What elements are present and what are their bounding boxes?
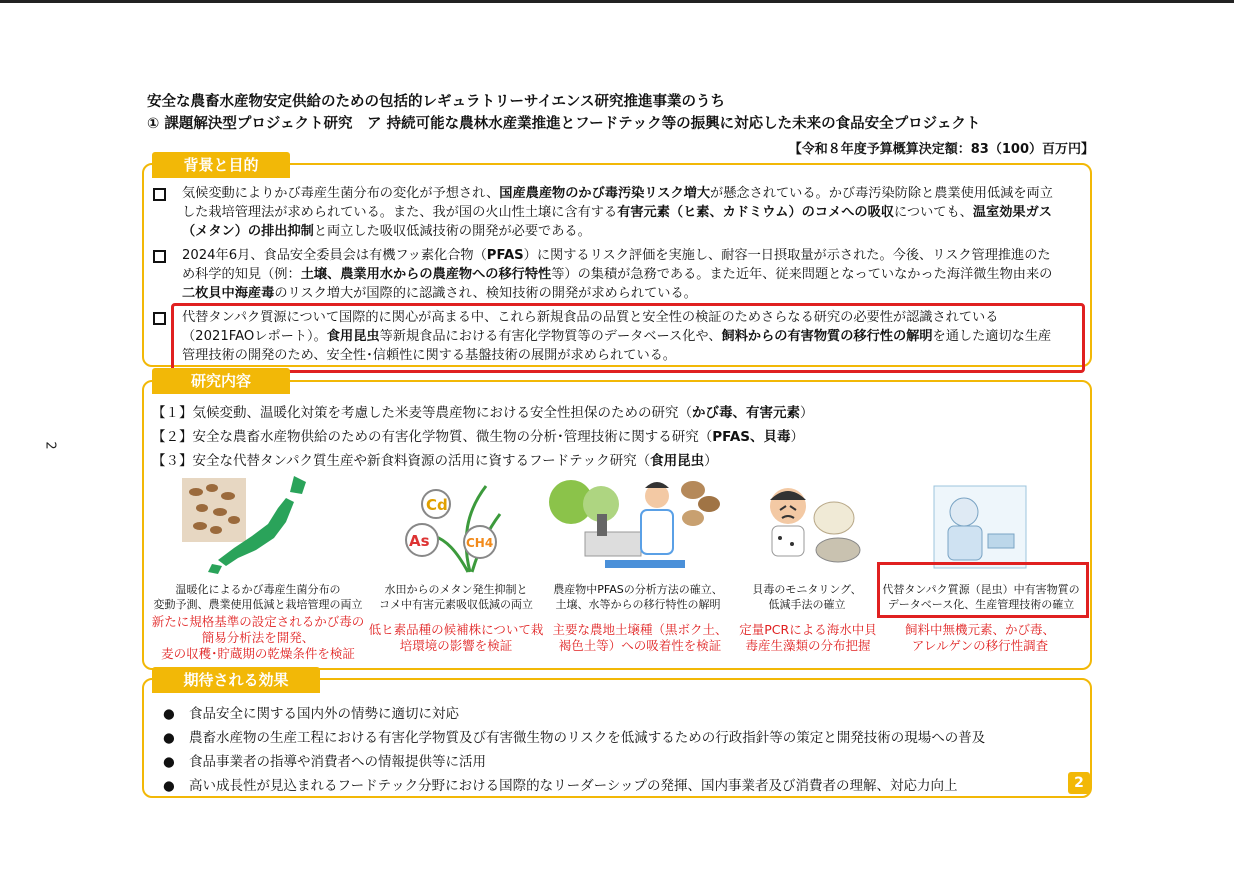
- document-title-line1: 安全な農畜水産物安定供給のための包括的レギュラトリーサイエンス研究推進事業のうち: [147, 94, 725, 110]
- effects-section-label: 期待される効果: [152, 667, 320, 693]
- research-column-3-result: 主要な農地土壌種（黒ボク土、 褐色土等）への吸着性を検証: [552, 622, 728, 653]
- pfas-analysis-illustration: [545, 474, 725, 574]
- research-column-4-caption: 貝毒のモニタリング、 低減手法の確立: [752, 583, 862, 611]
- shellfish-poisoning-illustration: [758, 478, 870, 574]
- ch4-element-label: CH4: [466, 536, 494, 550]
- effects-item-1: ● 食品安全に関する国内外の情勢に適切に対応: [163, 706, 459, 722]
- effects-item-3: ● 食品事業者の指導や消費者への情報提供等に活用: [163, 754, 486, 770]
- research-column-1-result: 新たに規格基準の設定されるかび毒の 簡易分析法を開発、 麦の収穫･貯蔵期の乾燥条件を検証: [151, 614, 365, 661]
- highlight-box-background-item-3: [171, 303, 1085, 373]
- bullet-icon: ●: [163, 754, 175, 770]
- checkbox-bullet-icon: [153, 188, 166, 201]
- rice-paddy-elements-illustration: [400, 480, 504, 576]
- research-line-1: 【１】気候変動、温暖化対策を考慮した米麦等農産物における安全性担保のための研究（かび毒、有害元素）: [152, 405, 814, 421]
- document-title-line2: ① 課題解決型プロジェクト研究 ア 持続可能な農林水産業推進とフードテック等の振興に対応した未来の食品安全プロジェクト: [147, 116, 981, 132]
- background-item-1: 気候変動によりかび毒産生菌分布の変化が予想され、国産農産物のかび毒汚染リスク増大が懸念されている。かび毒汚染防除と農業使用低減を両立した栽培管理法が求められている。また、我が国の火山性土壌に含有する有害元素（ヒ素、カドミウム）のコメへの吸収についても、温室効果ガス（メタン）の排出抑制と両立した吸収低減技術の開発が必要である。: [182, 186, 1053, 239]
- background-section-label: 背景と目的: [152, 152, 290, 178]
- top-border: [0, 0, 1234, 3]
- background-item-3: 代替タンパク質源について国際的に関心が高まる中、これら新規食品の品質と安全性の検証のためさらなる研究の必要性が認識されている（2021FAOレポート）。食用昆虫等新規食品における有害化学物質等のデータベース化や、飼料からの有害物質の移行性の解明を通した適切な生産管理技術の開発のため、安全性･信頼性に関する基盤技術の展開が求められている。: [182, 310, 1052, 363]
- research-column-3-caption: 農産物中PFASの分析方法の確立、 土壌、水等からの移行特性の解明: [553, 583, 723, 611]
- budget-amount: 【令和８年度予算概算決定額：83（100）百万円】: [788, 142, 1094, 157]
- research-column-2-result: 低ヒ素品種の候補株について栽 培環境の影響を検証: [368, 622, 544, 653]
- as-element-label: As: [409, 532, 430, 550]
- research-column-5-caption: 代替タンパク質源（昆虫）中有害物質の データベース化、生産管理技術の確立: [882, 583, 1080, 611]
- protein-lab-worker-illustration: [930, 482, 1030, 572]
- research-column-5-result: 飼料中無機元素、かび毒、 アレルゲンの移行性調査: [904, 622, 1055, 653]
- research-line-3: 【３】安全な代替タンパク質生産や新食料資源の活用に資するフードテック研究（食用昆虫）: [152, 453, 718, 469]
- research-line-2: 【２】安全な農畜水産物供給のための有害化学物質、微生物の分析･管理技術に関する研究（PFAS、貝毒）: [152, 429, 804, 445]
- bullet-icon: ●: [163, 730, 175, 746]
- page-number-badge: 2: [1068, 772, 1090, 794]
- effects-item-2: ● 農畜水産物の生産工程における有害化学物質及び有害微生物のリスクを低減するための行政指針等の策定と開発技術の現場への普及: [163, 730, 986, 746]
- bullet-icon: ●: [163, 706, 175, 722]
- effects-item-4: ● 高い成長性が見込まれるフードテック分野における国際的なリーダーシップの発揮、国内事業者及び消費者の理解、対応力向上: [163, 778, 958, 794]
- research-column-2-caption: 水田からのメタン発生抑制と コメ中有害元素吸収低減の両立: [379, 583, 533, 611]
- bullet-icon: ●: [163, 778, 175, 794]
- background-item-2: 2024年6月、食品安全委員会は有機フッ素化合物（PFAS）に関するリスク評価を実施し、耐容一日摂取量が示された。今後、リスク管理推進のため科学的知見（例：土壌、農業用水からの農産物への移行特性等）の集積が急務である。また近年、従来問題となっていなかった海洋微生物由来の二枚貝中海産毒のリスク増大が国際的に認識され、検知技術の開発が求められている。: [182, 248, 1053, 301]
- highlight-box-research-column-5: [877, 562, 1089, 618]
- side-page-mark: 2: [42, 441, 58, 450]
- research-column-1-caption: 温暖化によるかび毒産生菌分布の 変動予測、農業使用低減と栽培管理の両立: [153, 583, 363, 611]
- checkbox-bullet-icon: [153, 250, 166, 263]
- research-column-4-result: 定量PCRによる海水中貝 毒産生藻類の分布把握: [739, 622, 877, 653]
- checkbox-bullet-icon: [153, 312, 166, 325]
- japan-map-grain-illustration: [182, 474, 310, 574]
- cd-element-label: Cd: [426, 496, 448, 514]
- research-section-label: 研究内容: [152, 368, 290, 394]
